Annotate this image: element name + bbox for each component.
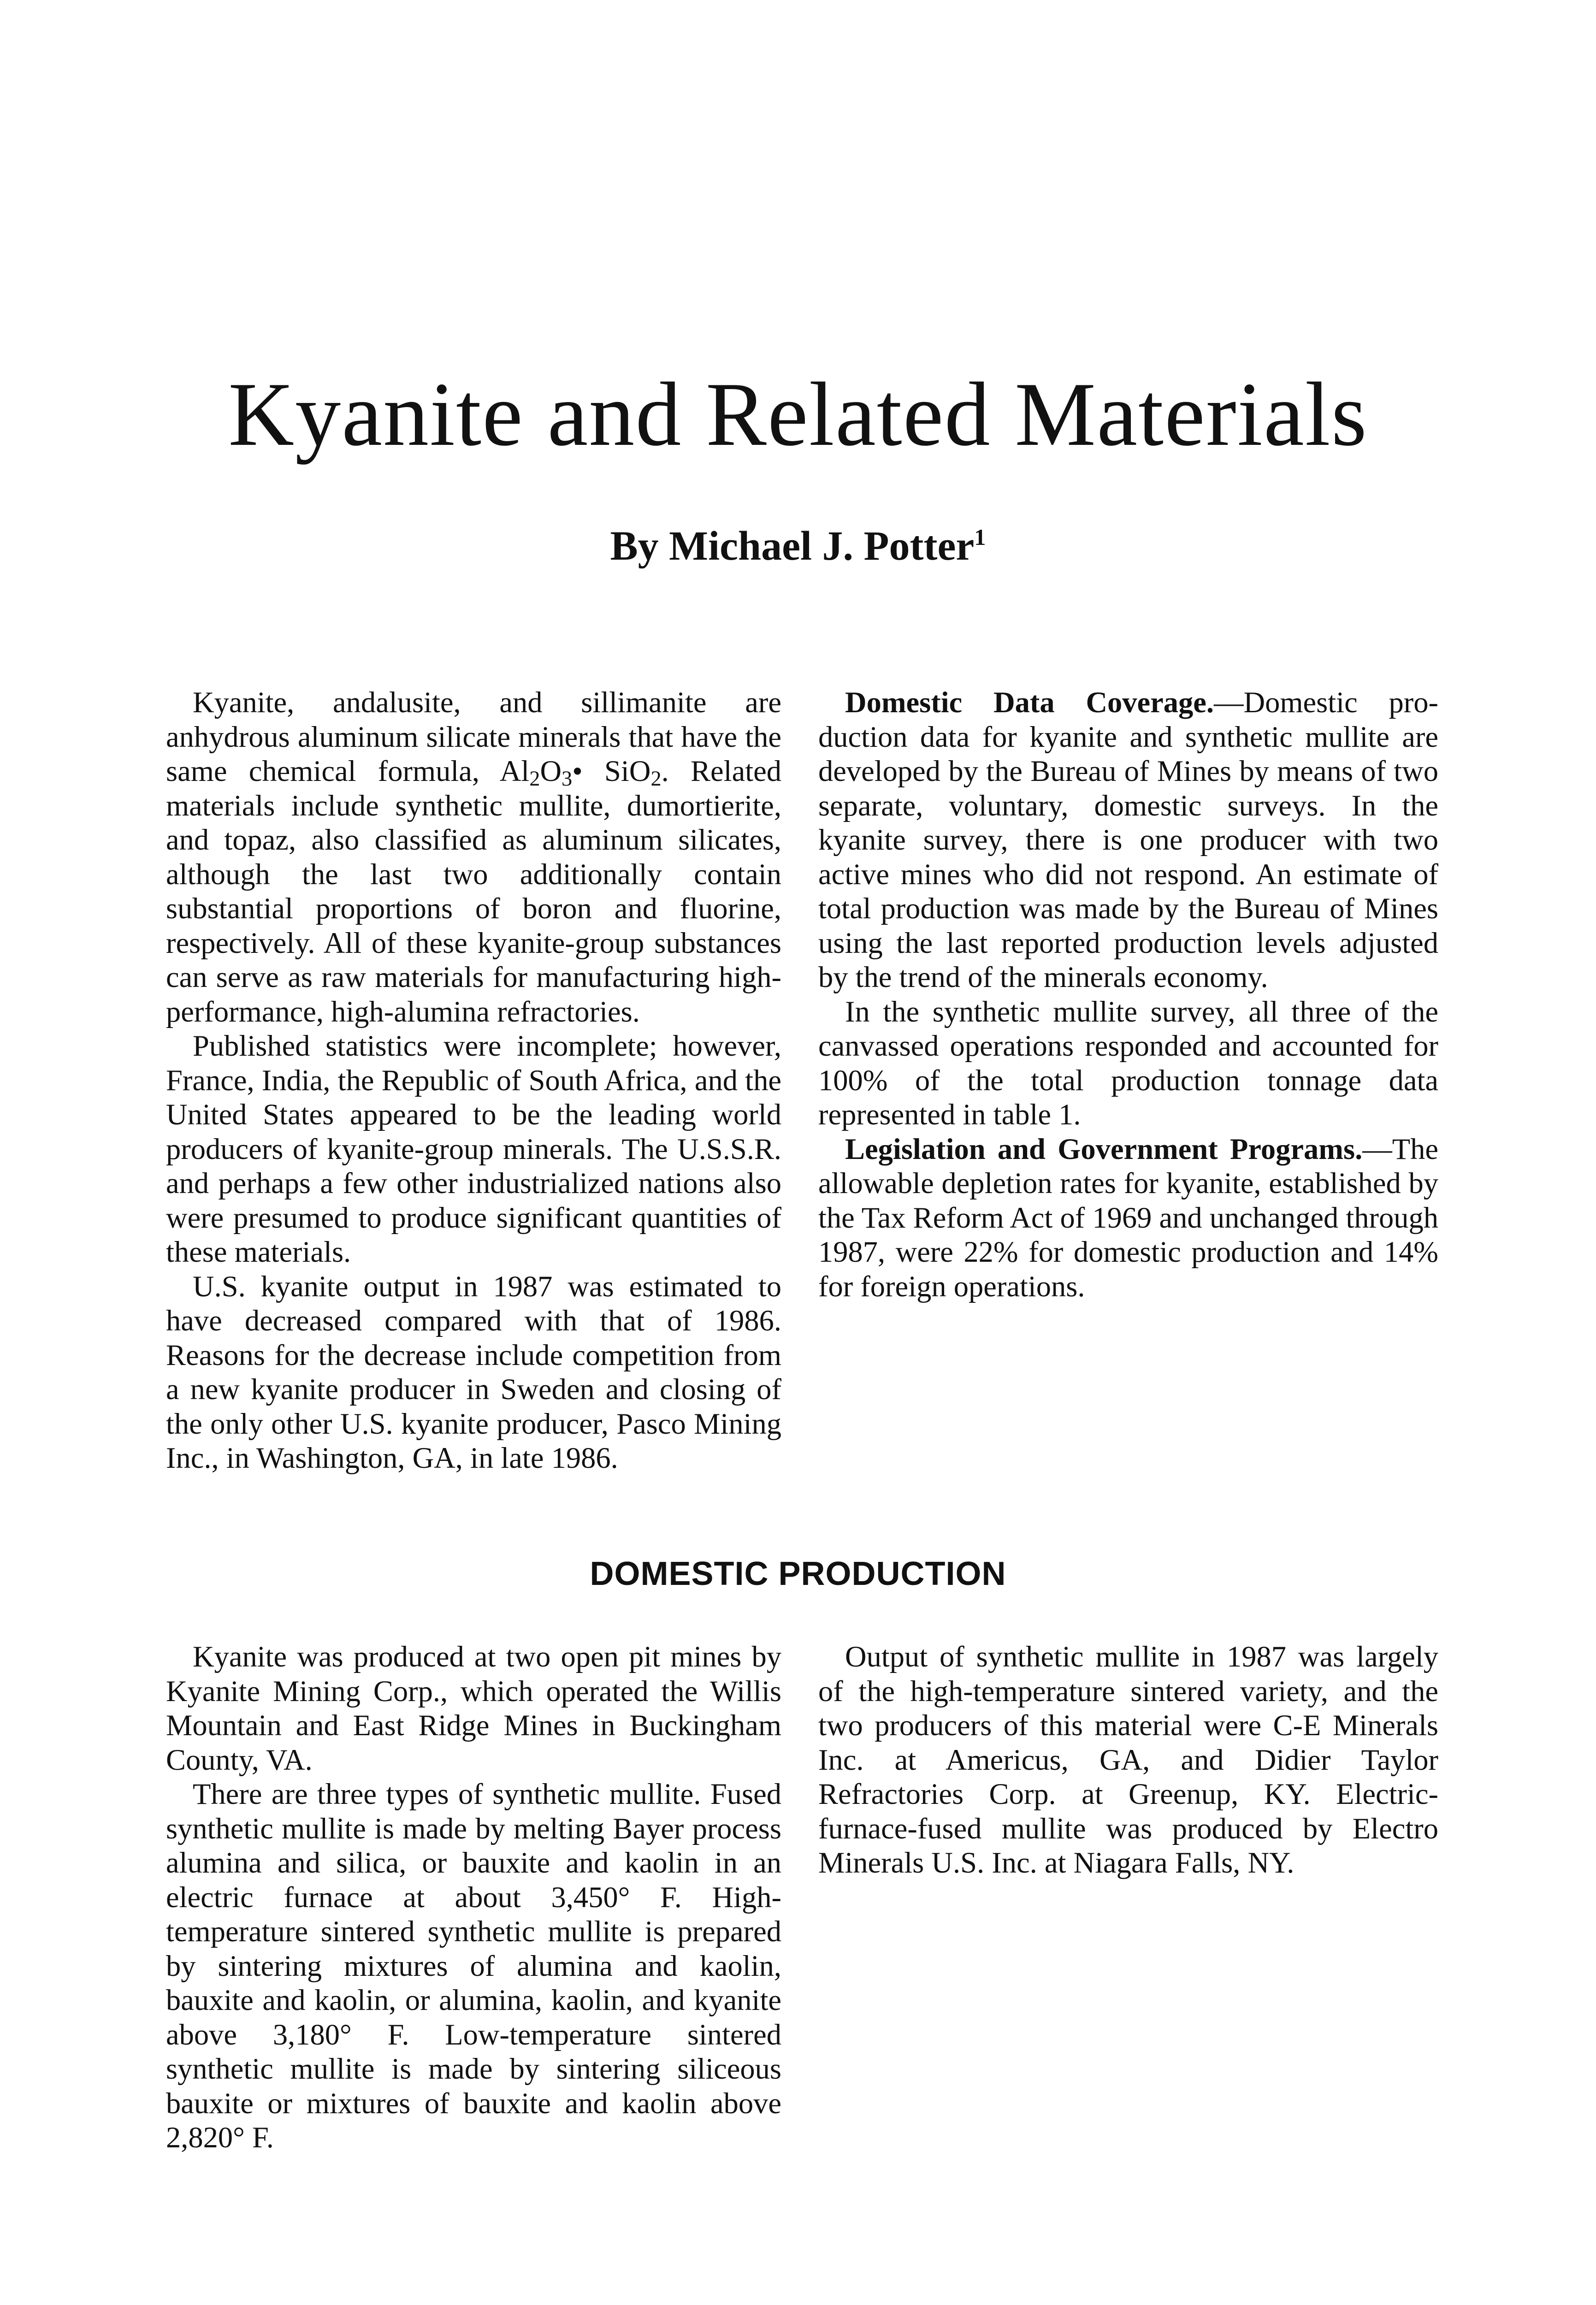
intro-column-right bbox=[818, 686, 1438, 1304]
author-byline bbox=[0, 523, 1596, 569]
intro-paragraph-4: Domestic Data Coverage.—Domestic production data for kyanite and synthetic mullite are developed by the Bureau of Mines by means of two separate, voluntary, domestic surveys. In the kyanite survey, there is one producer with two active mines who did not respond. An estimate of total production was made by the Bureau of Mines using the last reported production levels adjusted by the trend of the minerals economy. bbox=[818, 686, 1438, 993]
production-paragraph-2: There are three types of synthetic mullite. Fused synthetic mullite is made by melting Bayer process alumina and silica, or bauxite and kaolin in an electric furnace at about 3,450° F. High-temperature sintered synthetic mullite is prepared by sintering mixtures of alumina and kaolin, bauxite and kaolin, or alumina, kaolin, and kyanite above 3,180° F. Low-temperature sintered synthetic mullite is made by sintering siliceous bauxite or mixtures of bauxite and kaolin above 2,820° F. bbox=[166, 1778, 781, 2154]
production-paragraph-3: Output of synthetic mullite in 1987 was largely of the high-temperature sintered variety, and the two producers of this material were C-E Minerals Inc. at Americus, GA, and Didier Taylor Refractories Corp. at Greenup, KY. Electric-furnace-fused mullite was produced by Electro Minerals U.S. Inc. at Niagara Falls, NY. bbox=[818, 1640, 1438, 1879]
intro-paragraph-5: In the synthetic mullite survey, all three of the canvassed operations responded and accounted for 100% of the total production tonnage data represented in table 1. bbox=[818, 995, 1438, 1131]
intro-paragraph-3: U.S. kyanite output in 1987 was estimated to have decreased compared with that of 1986. Reasons for the decrease include competition from a new kyanite producer in Sweden and closing of the only other U.S. kyanite producer, Pasco Mining Inc., in Washington, GA, in late 1986. bbox=[166, 1270, 781, 1474]
production-column-left bbox=[166, 1640, 781, 2155]
domestic-data-coverage-heading: Domestic Data Coverage. bbox=[845, 686, 1214, 719]
intro-column-left bbox=[166, 686, 781, 1476]
author-name: By Michael J. Potter bbox=[610, 523, 975, 569]
article-title: Kyanite and Related Materials bbox=[228, 364, 1368, 465]
section-heading-domestic-production: DOMESTIC PRODUCTION bbox=[590, 1555, 1006, 1592]
intro-paragraph-2: Published statistics were incomplete; however, France, India, the Republic of South Africa, and the United States appeared to be the leading world producers of kyanite-group minerals. The U.S.S.R. and perhaps a few other industrialized nations also were presumed to produce significant quantities of these materials. bbox=[166, 1029, 781, 1268]
legislation-heading: Legislation and Government Programs. bbox=[845, 1132, 1363, 1165]
intro-paragraph-1: Kyanite, andalusite, and sillimanite are anhydrous aluminum silicate minerals that have the same chemical formula, $Al_2O_3•$ SiO$_2$. Related materials include synthetic mullite, dumortierite, and topaz, also classified as aluminum silicates, although the last two additionally contain substantial proportions of boron and fluorine, respectively. All of these kyanite-group substances can serve as raw materials for manufacturing high-performance, high-alumina refractories. bbox=[166, 686, 782, 1028]
intro-paragraph-6: Legislation and Government Programs.—The allowable depletion rates for kyanite, established by the Tax Reform Act of 1969 and unchanged through 1987, were 22% for domestic production and 14% for foreign operations. bbox=[818, 1132, 1438, 1303]
production-column-right bbox=[818, 1640, 1438, 1880]
footnote-marker: 1 bbox=[974, 524, 986, 550]
production-paragraph-1: Kyanite was produced at two open pit mines by Kyanite Mining Corp., which operated the Willis Mountain and East Ridge Mines in Buckingham County, VA. bbox=[166, 1640, 781, 1776]
